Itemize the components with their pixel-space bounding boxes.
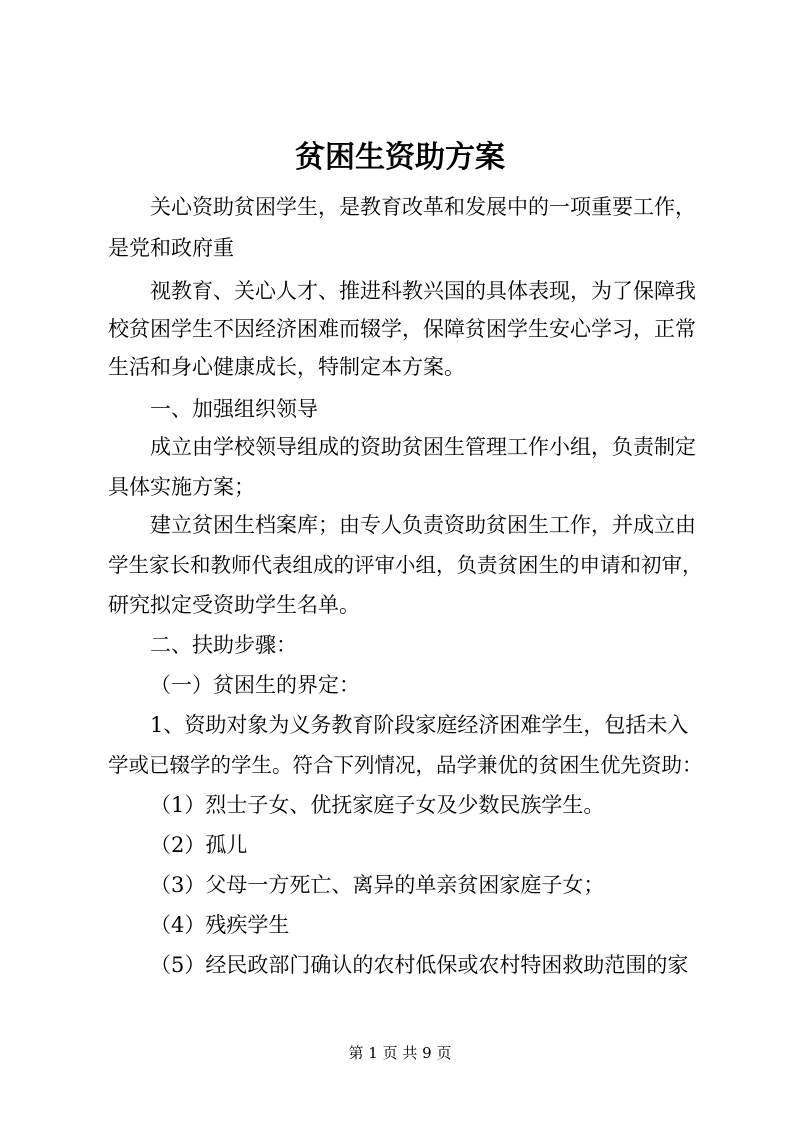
text-line: 校贫困学生不因经济困难而辍学，保障贫困学生安心学习，正常	[108, 317, 696, 341]
list-item: （4）残疾学生	[150, 913, 290, 937]
text-line: 是党和政府重	[108, 236, 234, 260]
text-line: 研究拟定受资助学生名单。	[108, 593, 360, 617]
section-heading: 一、加强组织领导	[150, 397, 318, 421]
text-line: 成立由学校领导组成的资助贫困生管理工作小组，负责制定	[150, 435, 696, 459]
text-line: 具体实施方案；	[108, 475, 255, 499]
text-line: 建立贫困生档案库；由专人负责资助贫困生工作，并成立由	[150, 513, 696, 537]
list-item: （1）烈士子女、优抚家庭子女及少数民族学生。	[150, 793, 605, 817]
text-line: 关心资助贫困学生，是教育改革和发展中的一项重要工作，	[150, 195, 696, 219]
list-item: （5）经民政部门确认的农村低保或农村特困救助范围的家	[150, 953, 689, 977]
text-line: 学或已辍学的学生。符合下列情况，品学兼优的贫困生优先资助：	[108, 753, 703, 777]
section-heading: 二、扶助步骤：	[150, 633, 297, 657]
text-line: 生活和身心健康成长，特制定本方案。	[108, 355, 465, 379]
document-title: 贫困生资助方案	[295, 140, 505, 175]
page-footer: 第 1 页 共 9 页	[348, 1044, 452, 1062]
text-line: 1、资助对象为义务教育阶段家庭经济困难学生，包括未入	[150, 713, 689, 737]
text-line: 学生家长和教师代表组成的评审小组，负责贫困生的申请和初审，	[108, 553, 703, 577]
text-line: 视教育、关心人才、推进科教兴国的具体表现，为了保障我	[150, 279, 696, 303]
list-item: （2）孤儿	[150, 833, 248, 857]
subsection-heading: （一）贫困生的界定：	[150, 673, 360, 697]
list-item: （3）父母一方死亡、离异的单亲贫困家庭子女；	[150, 873, 605, 897]
